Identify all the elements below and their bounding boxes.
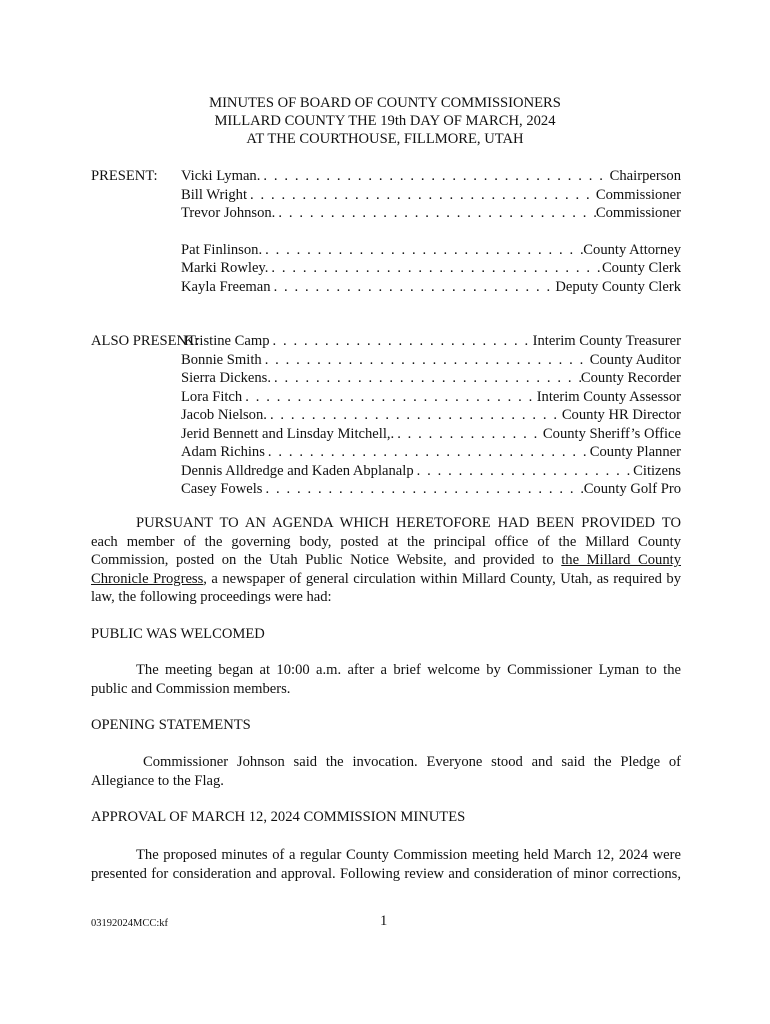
also-present-row [91,406,681,425]
opening-text: Commissioner Johnson said the invocation. Everyone stood and said the Pledge of Allegiance to the Flag. [91,754,681,789]
attendee-title: Interim County Assessor [536,388,681,405]
attendee-name: Adam Richins [181,444,265,460]
document-header [0,94,770,148]
attendee-name: Casey Fowels [181,481,263,497]
present-label: PRESENT: [91,168,158,184]
document-id: 03192024MCC:kf [91,918,169,929]
attendee-title: County Golf Pro [583,481,681,497]
attendee-title: County Attorney [583,241,681,258]
present-row [91,186,681,205]
pursuant-paragraph: PURSUANT TO AN AGENDA WHICH HERETOFORE HAD BEEN PROVIDED TO each member of the governing body, posted at the principal office of the Millard County Commission, posted on the Utah Public Notice Website, and provided to the Millard County Chronicle Progress, a newspaper of general circulation within Millard County, Utah, as required by law, the following proceedings were had: [91,515,681,605]
attendee-title: County HR Director [561,407,681,423]
attendee-name: Marki Rowley. [181,260,269,276]
also-present-row [91,369,681,388]
opening-text-block [91,753,681,790]
welcome-text-block [91,661,681,698]
welcome-section [91,625,681,644]
attendee-title: County Planner [589,444,681,460]
also-present-row [91,332,681,351]
attendee-name: Dennis Alldredge and Kaden Abplanalp [181,462,414,479]
welcome-text: The meeting began at 10:00 a.m. after a brief welcome by Commissioner Lyman to the public and Commission members. [91,662,681,697]
also-present-row [91,425,681,444]
attendee-name: Kayla Freeman [181,278,271,295]
newspaper-name: the Millard County Chronicle Progress [91,552,681,587]
attendee-title: County Recorder [580,370,681,386]
attendee-title: Chairperson [609,168,681,184]
attendee-name: Vicki Lyman. [181,168,261,184]
attendee-title: County Sheriff’s Office [542,425,681,442]
present-row [91,259,681,278]
attendee-name: Bonnie Smith [181,351,262,368]
attendee-name: Bill Wright [181,186,248,203]
approval-text-block [91,846,681,883]
present-row [91,167,681,186]
also-present-row [91,443,681,462]
also-present-row [91,388,681,407]
also-present-row [91,480,681,499]
present-row [91,278,681,297]
header-line-3: AT THE COURTHOUSE, FILLMORE, UTAH [246,131,524,147]
page-number: 1 [380,913,388,929]
attendee-title: Interim County Treasurer [532,333,681,349]
approval-text: The proposed minutes of a regular County Commission meeting held March 12, 2024 were presented for consideration and approval. Following review and consideration of minor corrections, [91,847,681,882]
opening-section [91,716,681,735]
header-line-2: MILLARD COUNTY THE 19th DAY OF MARCH, 2024 [214,113,556,129]
attendee-name: Pat Finlinson. [181,241,263,258]
attendee-title: Citizens [633,462,681,479]
attendee-title: Commissioner [595,205,681,221]
header-line-1: MINUTES OF BOARD OF COUNTY COMMISSIONERS [209,95,561,111]
attendee-title: Commissioner [595,186,681,203]
opening-heading: OPENING STATEMENTS [91,717,251,733]
also-present-row [91,462,681,481]
present-row [91,241,681,260]
pursuant-paragraph-block [91,514,681,607]
present-row [91,204,681,223]
attendee-name: Lora Fitch [181,388,243,405]
attendee-name: Sierra Dickens. [181,370,271,386]
welcome-heading: PUBLIC WAS WELCOMED [91,626,265,642]
attendee-name: Jacob Nielson. [181,407,267,423]
attendee-name: Kristine Camp [184,333,270,349]
attendee-title: County Auditor [589,351,681,368]
also-present-label: ALSO PRESENT: [91,333,200,349]
attendee-name: Trevor Johnson. [181,205,276,221]
attendee-title: Deputy County Clerk [555,278,681,295]
present-roster [91,167,681,296]
also-present-row [91,351,681,370]
also-present-roster [91,332,681,499]
approval-heading: APPROVAL OF MARCH 12, 2024 COMMISSION MINUTES [91,809,466,825]
attendee-title: County Clerk [601,260,681,276]
approval-section [91,808,681,827]
attendee-name: Jerid Bennett and Linsday Mitchell,. [181,425,395,442]
